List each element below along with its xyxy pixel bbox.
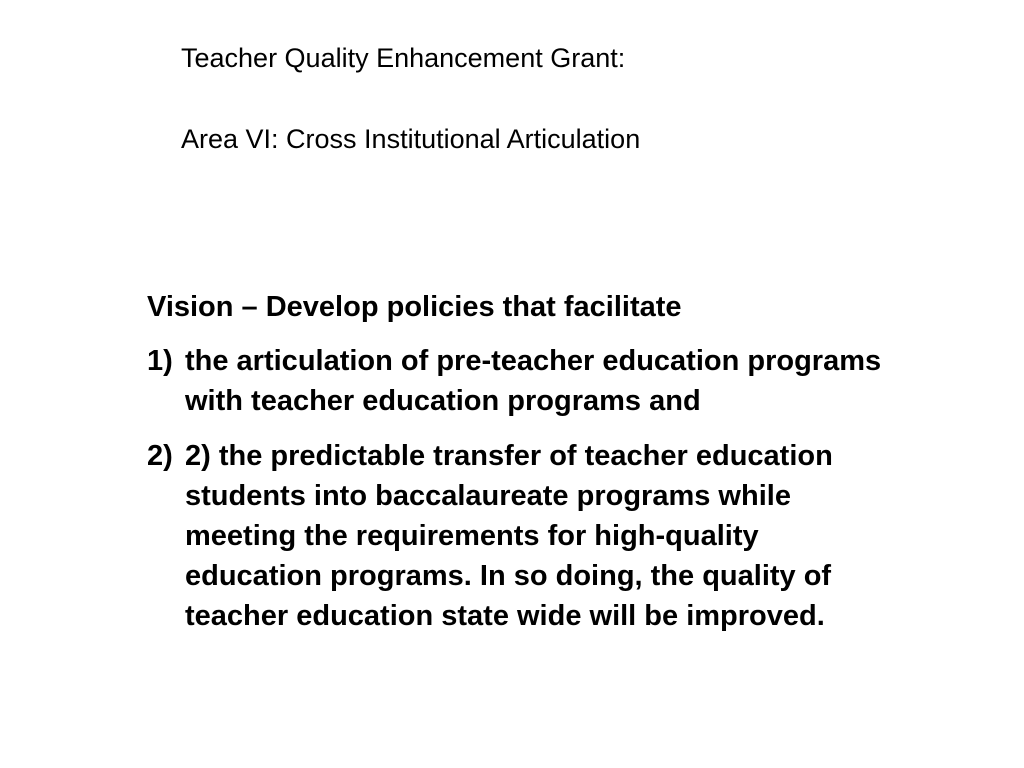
title-spacer <box>181 78 941 119</box>
slide-header <box>181 38 941 159</box>
slide-body <box>147 287 887 651</box>
list-item-number: 2) <box>147 440 173 472</box>
list-item <box>147 436 887 636</box>
list-item-text: the articulation of pre-teacher education programs with teacher education programs and <box>185 345 882 417</box>
list-item <box>147 341 887 421</box>
slide-subtitle: Area VI: Cross Institutional Articulation <box>181 124 641 154</box>
slide-title: Teacher Quality Enhancement Grant: <box>181 43 626 73</box>
list-item-text: 2) the predictable transfer of teacher education students into baccalaureate programs while meeting the requirements for high-quality education programs. In so doing, the quality of teacher education state wide will be improved. <box>185 440 833 632</box>
list-item-number: 1) <box>147 345 173 377</box>
vision-statement: Vision – Develop policies that facilitate <box>147 291 682 323</box>
